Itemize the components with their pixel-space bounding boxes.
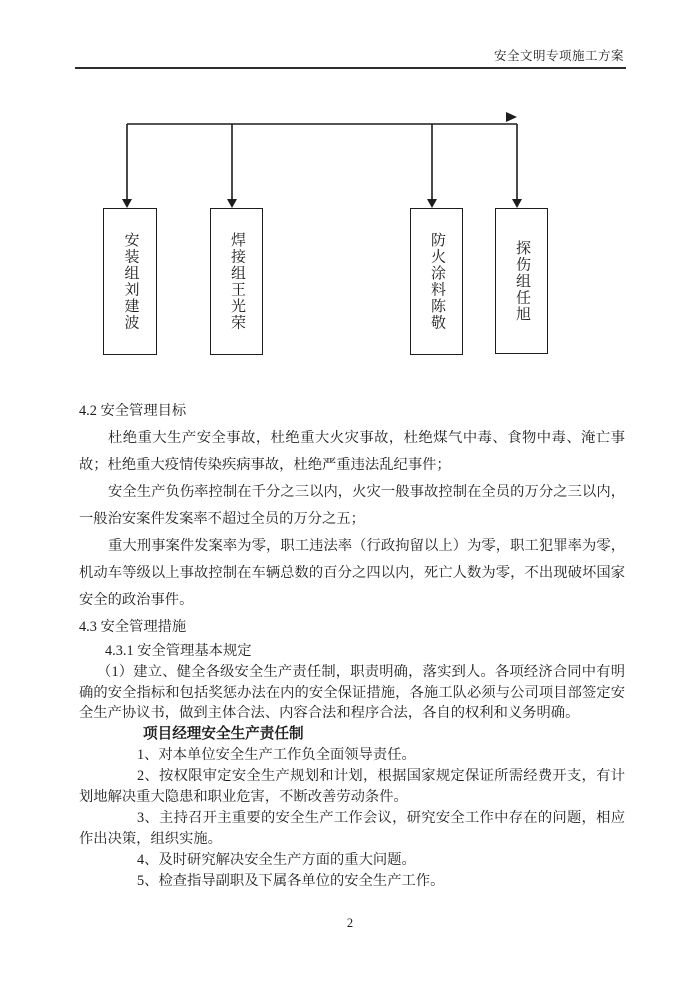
duty-item-4: 4、及时研究解决安全生产方面的重大问题。 — [137, 851, 416, 868]
org-box-label: 安装组刘建波 — [122, 232, 139, 331]
org-box-fireproof-coating-group — [410, 208, 463, 355]
arrow-down-icon — [427, 199, 437, 208]
page-number: 2 — [346, 916, 354, 930]
section-heading-4-2: 4.2 安全管理目标 — [79, 403, 187, 419]
page-header-title: 安全文明专项施工方案 — [493, 49, 624, 63]
arrow-down-icon — [122, 199, 132, 208]
section-heading-4-3-1: 4.3.1 安全管理基本规定 — [105, 643, 252, 659]
arrow-down-icon — [227, 199, 237, 208]
org-box-welding-group — [210, 208, 263, 355]
duty-item-2: 2、按权限审定安全生产规划和计划，根据国家规定保证所需经费开支，有计划地解决重大隐患和职业危害，不断改善劳动条件。 — [79, 767, 625, 805]
subheading-project-manager-responsibility: 项目经理安全生产责任制 — [143, 725, 304, 742]
paragraph-safety-goals-1: 杜绝重大生产安全事故，杜绝重大火灾事故，杜绝煤气中毒、食物中毒、淹亡事故；杜绝重大疫情传染疾病事故，杜绝严重违法乱纪事件； — [79, 430, 625, 473]
paragraph-safety-goals-3: 重大刑事案件发案率为零，职工违法率（行政拘留以上）为零，职工犯罪率为零，机动车等级以上事故控制在车辆总数的百分之四以内，死亡人数为零，不出现破坏国家安全的政治事件。 — [79, 538, 625, 608]
org-box-label: 焊接组王光荣 — [229, 232, 245, 331]
org-box-flaw-detection-group — [495, 208, 548, 354]
paragraph-safety-goals-2: 安全生产负伤率控制在千分之三以内，火灾一般事故控制在全员的万分之三以内，一般治安案件发案率不超过全员的万分之五； — [79, 484, 625, 527]
arrow-down-icon — [512, 199, 522, 208]
paragraph-regulation-1: （1）建立、健全各级安全生产责任制，职责明确，落实到人。各项经济合同中有明确的安全指标和包括奖惩办法在内的安全保证措施，各施工队必须与公司项目部签定安全生产协议书，做到主体合法、内容合法和程序合法，各自的权利和义务明确。 — [79, 664, 625, 721]
section-heading-4-3: 4.3 安全管理措施 — [79, 619, 187, 635]
duty-item-5: 5、检查指导副职及下属各单位的安全生产工作。 — [137, 872, 445, 889]
duty-item-3: 3、主持召开主重要的安全生产工作会议，研究安全工作中存在的问题，相应作出决策，组织实施。 — [79, 809, 625, 847]
org-box-installation-group — [103, 208, 157, 355]
org-box-label: 防火涂料陈敬 — [429, 232, 445, 331]
duty-item-1: 1、对本单位安全生产工作负全面领导责任。 — [137, 746, 416, 763]
org-box-label: 探伤组任旭 — [514, 239, 530, 323]
arrow-right-icon — [506, 112, 517, 122]
document-body — [79, 398, 625, 892]
